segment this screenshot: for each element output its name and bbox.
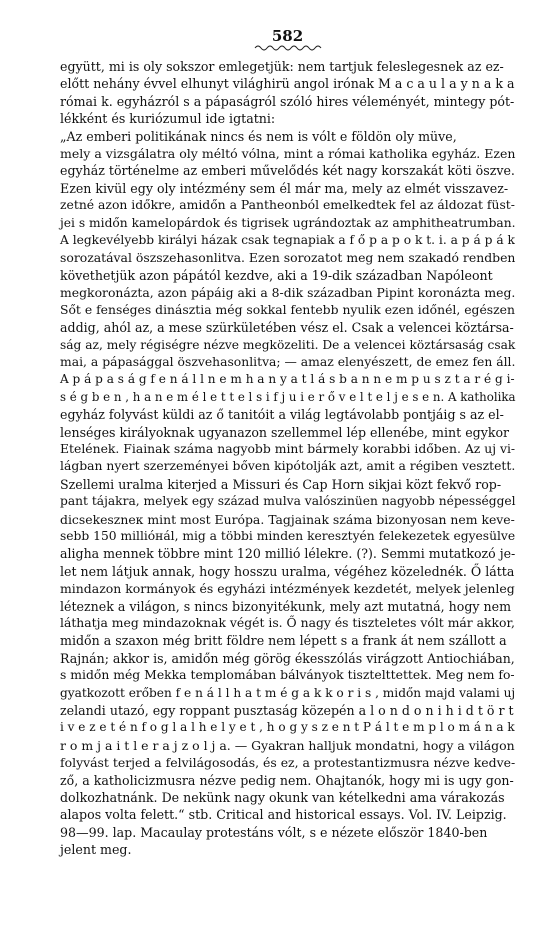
text-line: Ezen kivül egy oly intézmény sem él már ma, mely az elmét visszavez- [60,180,509,196]
text-line: mely a vizsgálatra oly méltó vólna, mint a római katholika egyház. Ezen [60,146,516,162]
text-line: aligha mennek többre mint 120 millió lélekre. (?). Semmi mutatkozó je- [60,546,516,562]
text-line: ság az, mely régiségre nézve megközeliti. De a velencei köztársaság csak [60,337,516,352]
text-line: lenséges királyoknak ugyanazon szellemmel lép ellenébe, mint egykor [60,424,510,440]
text-line: 98—99. lap. Macaulay protestáns vólt, s e nézete először 1840-ben [60,824,488,840]
text-line: pant tájakra, melyek egy század mulva valószinüen nagyobb népességgel [60,494,516,509]
body-text [60,58,515,859]
text-line: megkoronázta, azon pápáig aki a 8-dik században Pipint koronázta meg. [60,285,516,301]
text-line: mai, a pápasággal öszvehasonlitva; — amaz elenyészett, de emez fen áll. [60,354,516,369]
text-line: előtt nehány évvel elhunyt világhirü angol irónak M a c a u l a y n a k a [60,76,515,92]
text-line: i v e z e t é n f o g l a l h e l y e t , h o g y s z e n t P á l t e m p l o m á n a k [60,720,515,735]
text-line: lágban nyert szerzeményei bőven kipótolják azt, amit a régiben vesztett. [60,459,516,474]
text-line: dolkozhatnánk. De nekünk nagy okunk van kételkedni ama várakozás [60,790,505,806]
text-line: jei s midőn kamelopárdok és tigrisek ugrándoztak az amphitheatrumban. [60,215,516,230]
text-line: let nem látjuk annak, hogy hosszu uralma, végéhez közelednék. Ő látta [60,563,515,579]
text-line: zelandi utazó, egy roppant pusztaság közepén a l o n d o n i h i d t ö r t [60,703,514,719]
text-line: alapos volta felett.“ stb. Critical and historical essays. Vol. IV. Leipzig. [60,807,507,823]
text-line: Rajnán; akkor is, amidőn még görög ékesszólás virágzott Antiochiában, [60,650,515,666]
text-line: A p á p a s á g f e n á l l n e m h a n y a t l á s b a n n e m p u s z t a r é g i- [60,372,515,387]
text-line: s é g b e n , h a n e m é l e t t e l s i f j u i e r ő v e l t e l j e s e n. A katholika [60,389,516,404]
text-line: jelent meg. [60,842,132,858]
text-line: r o m j a i t l e r a j z o l j a. — Gyakran halljuk mondatni, hogy a világon [60,737,515,753]
text-line: léteznek a világon, s nincs bizonyitékunk, mely azt mutatná, hogy nem [60,598,512,614]
text-line: addig, ahól az, a mese szürkületében vész el. Csak a velencei köztársa- [60,320,514,336]
text-line: A legkevélyebb királyi házak csak tegnapiak a f ő p a p o k t. i. a p á p á k [60,233,515,248]
text-line: sebb 150 millióнál, mig a többi minden keresztyén felekezetek egyesülve [60,528,516,543]
text-line: gyatkozott erőben f e n á l l h a t m é g a k k o r i s , midőn majd valami uj [60,685,516,700]
wavy-ornament [253,44,323,52]
text-line: zetné azon időkre, amidőn a Pantheonból emelkedtek fel az áldozat füst- [60,198,515,213]
text-line: midőn a szaxon még britt földre nem lépett s a frank át nem szállott a [60,633,507,649]
text-line: együtt, mi is oly sokszor emlegetjük: nem tartjuk feleslegesnek az ez- [60,59,504,74]
text-line: Etelének. Fiainak száma nagyobb mint bármely korabbi időben. Az uj vi- [60,441,516,456]
text-line: s midőn még Mekka templomában bálványok tisztelttettek. Meg nem fo- [60,668,515,683]
text-line: dicsekeszneк mint most Európa. Tagjainak száma bizonyosan nem keve- [60,511,515,527]
text-line: sorozatával öszszehasonlitva. Ezen sorozatot meg nem szakadó rendben [60,250,516,266]
text-line: „Az emberi politikának nincs és nem is vólt e földön oly müve, [60,128,457,144]
text-line: láthatja meg mindazoknak végét is. Ő nagy és tiszteletes vólt már akkor, [60,616,515,630]
text-line: mindazon kormányok és egyházi intézmények kezdetét, melyek jelenleg [60,581,515,597]
text-line: egyház folyvást küldi az ő tanitóit a világ legtávolabb pontjáig s az el- [60,407,504,423]
text-line: római k. egyházról s a pápaságról szóló hires véleményét, mintegy pót- [60,93,515,109]
text-line: Sőt e fenséges dinásztia még sokkal fentebb nyulik ezen időnél, egészen [60,302,515,317]
page [60,28,515,859]
page-number: 582 [271,27,304,45]
text-line: lékként és kuriózumul ide igtatni: [60,111,276,127]
text-line: ző, a katholicizmusra nézve pedig nem. Ohajtanók, hogy mi is ugy gon- [60,772,514,788]
text-line: folyvást terjed a felvilágosodás, és ez, a protestantizmusra nézve kedve- [60,755,516,771]
text-line: Szellemi uralma kiterjed a Missuri és Cap Horn sikjai közt fekvő rop- [60,476,502,492]
text-line: egyház történelme az emberi művelődés két nagy korszakát köti öszve. [60,163,515,179]
text-line: követhetjük azon pápától kezdve, aki a 19-dik században Napóleont [60,267,493,283]
